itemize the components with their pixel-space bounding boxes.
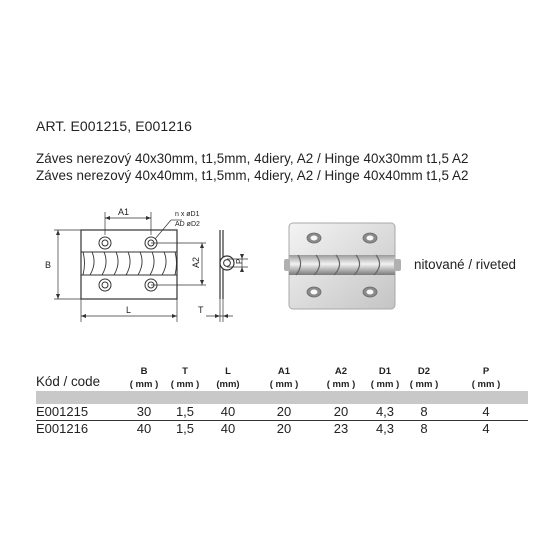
description-line-1: Záves nerezový 40x30mm, t1,5mm, 4diery, A2 / Hinge 40x30mm t1,5 A2 — [36, 151, 469, 166]
dim-label-l: L — [126, 305, 132, 315]
cell-d2: 8 — [420, 421, 428, 436]
column-header-p: P ( mm ) — [471, 366, 501, 390]
column-header-d1: D1 ( mm ) — [370, 366, 400, 390]
code-column-header: Kód / code — [36, 374, 101, 389]
dim-label-a1: A1 — [118, 207, 130, 217]
column-header-a2: A2 ( mm ) — [326, 366, 356, 390]
cell-p: 4 — [482, 421, 490, 436]
article-numbers: ART. E001215, E001216 — [36, 118, 192, 134]
dim-label-b: B — [45, 260, 52, 270]
row-code: E001216 — [36, 421, 89, 436]
dim-label-a2: A2 — [191, 256, 201, 268]
row-code: E001215 — [36, 404, 122, 421]
header-band — [36, 391, 528, 404]
photo-caption: nitované / riveted — [414, 257, 516, 272]
cell-l: 40 — [220, 421, 236, 436]
table-row — [36, 404, 528, 421]
column-header-l: L (mm) — [216, 366, 240, 390]
dim-label-ad: AD øD2 — [175, 221, 200, 228]
cell-a1: 20 — [276, 421, 292, 436]
table-row — [36, 421, 528, 438]
column-header-b: B ( mm ) — [129, 366, 159, 390]
cell-t: 1,5 — [166, 404, 204, 421]
column-header-t: T ( mm ) — [170, 366, 200, 390]
dim-label-nxd1: n x øD1 — [175, 211, 200, 218]
description-line-2: Záves nerezový 40x40mm, t1,5mm, 4diery, A2 / Hinge 40x40mm t1,5 A2 — [36, 168, 469, 183]
cell-a2: 20 — [316, 404, 366, 421]
cell-a1: 20 — [252, 404, 316, 421]
column-header-a1: A1 ( mm ) — [269, 366, 299, 390]
cell-p: 4 — [444, 404, 528, 421]
hinge-technical-drawing — [34, 204, 248, 328]
spec-table — [36, 352, 528, 437]
column-header-d2: D2 ( mm ) — [409, 366, 439, 390]
dim-label-p: P — [235, 258, 244, 264]
cell-d1: 4,3 — [366, 404, 404, 421]
cell-d1: 4,3 — [375, 421, 395, 436]
dim-label-t: T — [198, 305, 204, 315]
cell-a2: 23 — [333, 421, 349, 436]
table-header-row — [36, 352, 528, 391]
cell-t: 1,5 — [175, 421, 195, 436]
cell-l: 40 — [204, 404, 252, 421]
cell-b: 40 — [136, 421, 152, 436]
cell-d2: 8 — [404, 404, 444, 421]
hinge-photo — [284, 220, 404, 312]
cell-b: 30 — [122, 404, 166, 421]
